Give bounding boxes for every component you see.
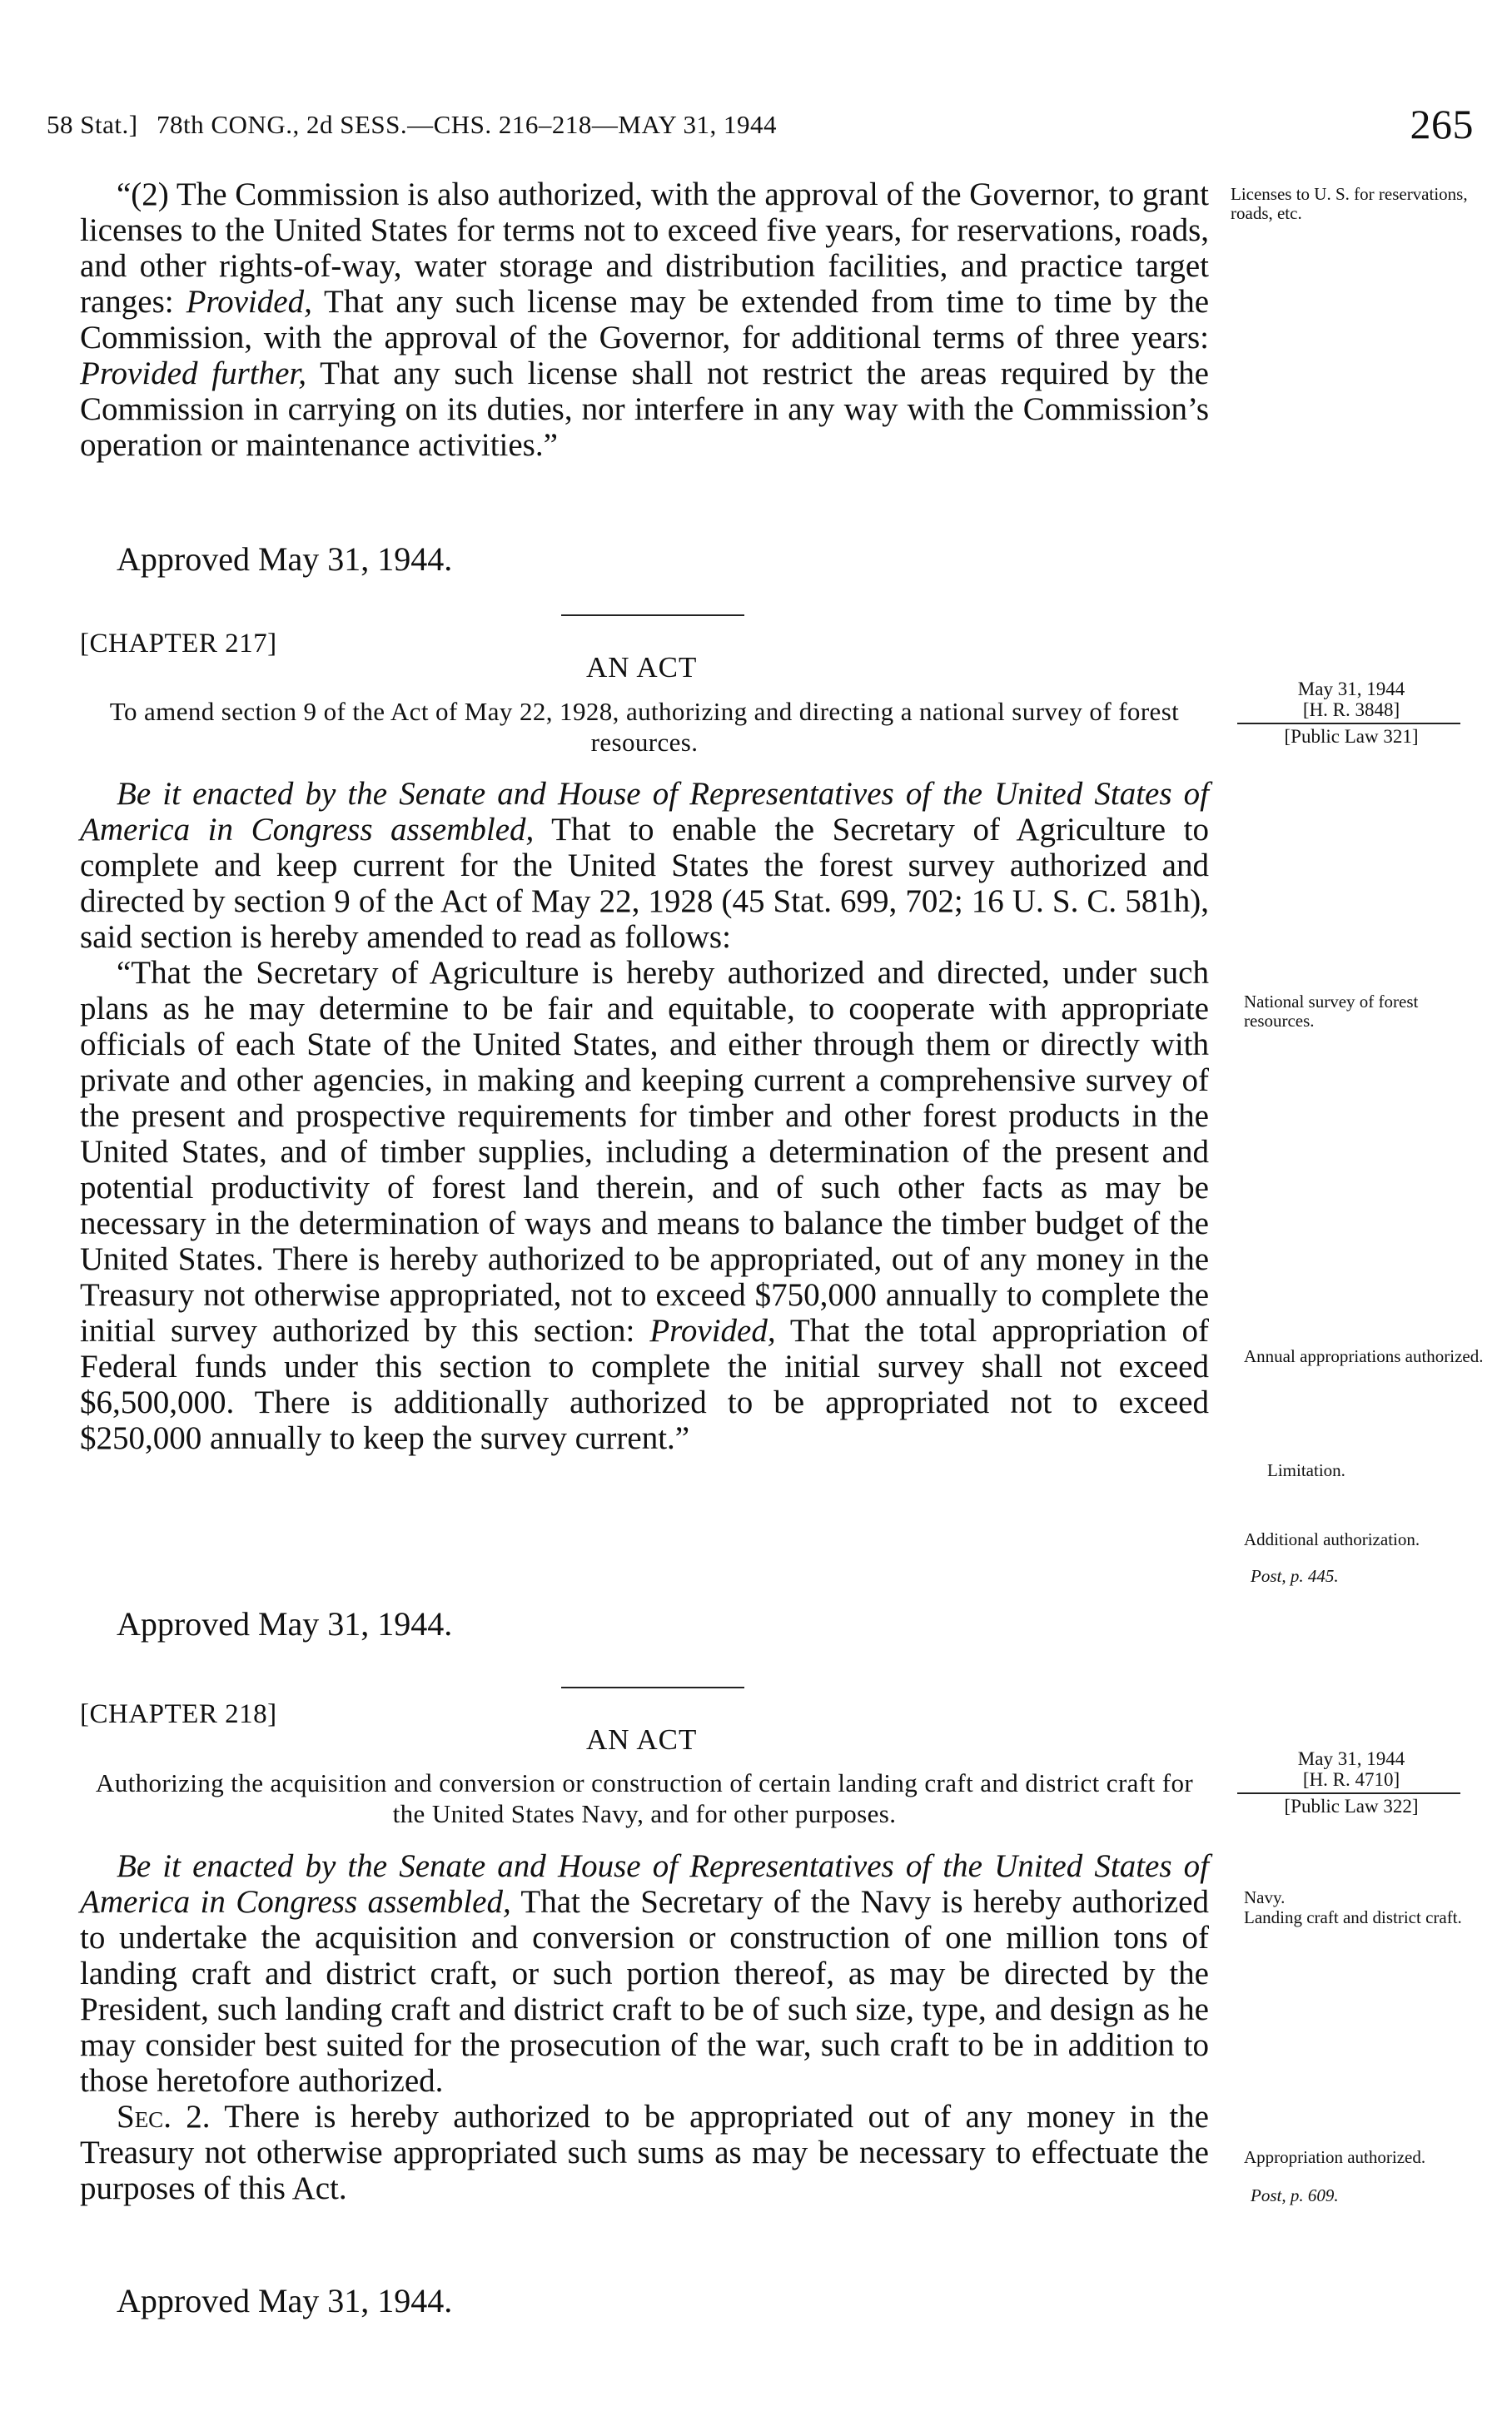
ch218-enacting-text: Be it enacted by the Senate and House of Representatives of the United States of America in Congress assembled, That the Secretary of the Navy is hereby authorized to undertake the acquisition and conversion or construction of one million tons of landing craft and district craft, or such portion thereof, as may be directed by the President, such landing craft and district craft to be of such size, type, and design as he may consider best suited for the prosecution of the war, such craft to be in addition to those heretofore authorized. (80, 1848, 1209, 2099)
ch218-bill-number: [H. R. 4710] (1302, 1769, 1400, 1790)
running-head (47, 100, 1474, 150)
proviso-further-label: Provided further, (80, 355, 307, 391)
chapter-divider-rule (561, 614, 744, 616)
ch218-enacting-clause (80, 1848, 1209, 2206)
ch218-enacting-formula: Be it enacted by the Senate and House of Representatives of the United States of America in Congress assembled, (80, 1848, 1209, 1920)
page-number: 265 (1410, 101, 1474, 147)
margin-note-post-609: Post, p. 609. (1251, 2185, 1339, 2205)
session-chapters-date: 78th CONG., 2d SESS.—CHS. 216–218—MAY 31, 1944 (157, 110, 778, 139)
ch218-an-act-heading: AN ACT (586, 1723, 698, 1756)
margin-note-national-survey: National survey of forest resources. (1244, 992, 1419, 1031)
ch218-section-2: Sec. 2. There is hereby authorized to be appropriated out of any money in the Treasury not otherwise appropriated such sums as may be necessary to effectuate the purposes of this Act. (80, 2099, 1209, 2206)
margin-note-landing-craft: Landing craft and district craft. (1244, 1907, 1462, 1927)
ch217-date: May 31, 1944 (1297, 679, 1405, 699)
ch217-bill-number: [H. R. 3848] (1302, 699, 1400, 720)
margin-note-post-445: Post, p. 445. (1251, 1566, 1339, 1586)
margin-note-additional-authorization: Additional authorization. (1244, 1529, 1420, 1549)
ch218-date: May 31, 1944 (1297, 1748, 1405, 1769)
ch218-title: Authorizing the acquisition and conversion or construction of certain landing craft and district craft for the United States Navy, and for other purposes. (95, 1768, 1194, 1828)
ch216-paragraph-text: “(2) The Commission is also authorized, with the approval of the Governor, to grant licenses to the United States for terms not to exceed five years, for reservations, roads, and other rights-of-way, water storage and distribution facilities, and practice target ranges: Provided, That any such license may be extended from time to time by the Commission, with the approval of the Governor, for additional terms of three years: Provided further, That any such license shall not restrict the areas required by the Commission in carrying on its duties, nor interfere in any way with the Commission’s operation or maintenance activities.” (80, 176, 1209, 463)
ch217-enacting-clause (80, 776, 1209, 1456)
ch217-title: To amend section 9 of the Act of May 22, 1928, authorizing and directing a national survey of forest resources. (109, 697, 1180, 757)
ch217-amended-section-text: “That the Secretary of Agriculture is hereby authorized and directed, under such plans as he may determine to be fair and equitable, to cooperate with appropriate officials of each State of the United States, and either through them or directly with private and other agencies, in making and keeping current a comprehensive survey of the present and prospective requirements for timber and other forest products in the United States, and of timber supplies, including a determination of the present and potential productivity of forest land therein, and of such other facts as may be necessary in the determination of ways and means to balance the timber budget of the United States. There is hereby authorized to be appropriated, out of any money in the Treasury not otherwise appropriated, not to exceed $750,000 annually to complete the initial survey authorized by this section: Provided, That the total appropriation of Federal funds under this section to complete the initial survey shall not exceed $6,500,000. There is additionally authorized to be appropriated not to exceed $250,000 annually to keep the survey current.” (80, 955, 1210, 1456)
ch216-paragraph-2 (80, 176, 1209, 463)
proviso-label: Provided, (186, 284, 312, 320)
ch216-approved-date: Approved May 31, 1944. (117, 540, 453, 578)
margin-note-annual-appropriations: Annual appropriations authorized. (1244, 1346, 1484, 1366)
ch217-approved-date: Approved May 31, 1944. (117, 1605, 453, 1643)
margin-note-limitation: Limitation. (1267, 1460, 1345, 1480)
ch217-margin-rule (1237, 723, 1460, 724)
statute-volume: 58 Stat.] (47, 110, 138, 139)
margin-note-navy: Navy. (1244, 1887, 1286, 1907)
chapter-divider-rule-2 (561, 1687, 744, 1688)
ch217-label: [CHAPTER 217] (80, 629, 277, 659)
margin-note-licenses: Licenses to U. S. for reservations, roads, etc. (1231, 184, 1468, 223)
ch217-an-act-heading: AN ACT (586, 651, 698, 684)
ch217-enacting-formula: Be it enacted by the Senate and House of Representatives of the United States of America in Congress assembled, (80, 776, 1209, 848)
margin-note-appropriation-authorized: Appropriation authorized. (1244, 2147, 1426, 2167)
ch217-enacting-text: Be it enacted by the Senate and House of Representatives of the United States of America in Congress assembled, That to enable the Secretary of Agriculture to complete and keep current for the United States the forest survey authorized and directed by section 9 of the Act of May 22, 1928 (45 Stat. 699, 702; 16 U. S. C. 581h), said section is hereby amended to read as follows: (80, 776, 1210, 955)
ch218-margin-rule (1237, 1792, 1460, 1794)
ch217-proviso-label: Provided, (649, 1313, 776, 1349)
sec-2-label: Sec. 2. (117, 2099, 211, 2135)
ch217-public-law: [Public Law 321] (1284, 726, 1419, 747)
ch218-public-law: [Public Law 322] (1284, 1796, 1419, 1817)
ch218-label: [CHAPTER 218] (80, 1699, 277, 1729)
ch218-approved-date: Approved May 31, 1944. (117, 2282, 453, 2319)
